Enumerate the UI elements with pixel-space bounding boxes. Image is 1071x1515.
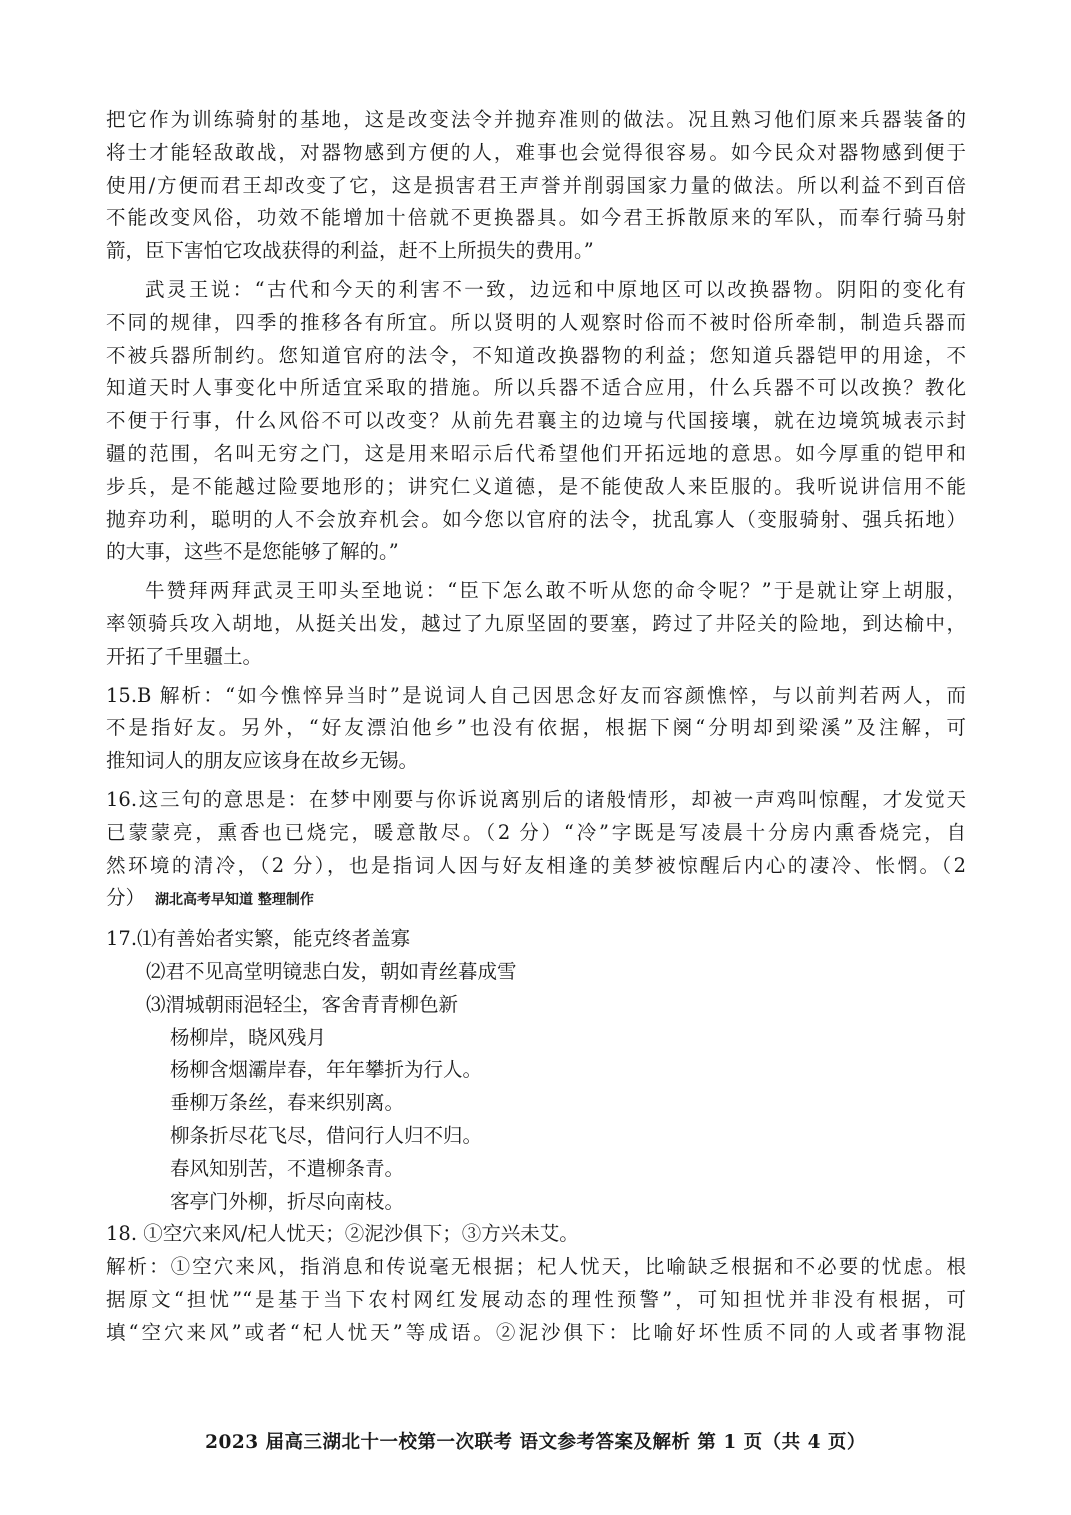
text-line: 18. ①空穴来风/杞人忧天；②泥沙俱下；③方兴未艾。 <box>106 1222 579 1246</box>
text-line: 牛赞拜两拜武灵王叩头至地说：“臣下怎么敢不听从您的命令呢？”于是就让穿上胡服， <box>145 579 966 603</box>
answer-item: 17.⑴有善始者实繁，能克终者盖寡 <box>106 927 411 951</box>
answer-item: 柳条折尽花飞尽，借问行人归不归。 <box>170 1123 483 1147</box>
paragraph-translation-1 <box>106 104 966 268</box>
answer-item: 垂柳万条丝，春来织别离。 <box>170 1091 405 1115</box>
text-line: 填“空穴来风”或者“杞人忧天”等成语。②泥沙俱下：比喻好坏性质不同的人或者事物混 <box>106 1320 966 1344</box>
text-line: 据原文“担忧”“是基于当下农村网红发展动态的理性预警”，可知担忧并非没有根据，可 <box>106 1287 966 1311</box>
text-line: 不同的规律，四季的推移各有所宜。所以贤明的人观察时俗而不被时俗所牵制，制造兵器而 <box>106 310 966 334</box>
answer-item: 客亭门外柳，折尽向南枝。 <box>170 1189 405 1213</box>
text-line: 15.B 解析：“如今憔悴异当时”是说词人自己因思念好友而容颜憔悴，与以前判若两人，而 <box>106 683 966 707</box>
text-line: 不能改变风俗，功效不能增加十倍就不更换器具。如今君王拆散原来的军队，而奉行骑马射 <box>106 206 966 230</box>
question-16-answer <box>106 784 966 917</box>
text-line: 使用/方便而君王却改变了它，这是损害君王声誉并削弱国家力量的做法。所以利益不到百倍 <box>106 173 966 197</box>
answer-item: ⑶渭城朝雨浥轻尘，客舍青青柳色新 <box>146 992 459 1016</box>
answer-item: 春风知别苦，不遣柳条青。 <box>170 1156 405 1180</box>
question-17-answer <box>106 923 966 1218</box>
text-line: 不便于行事，什么风俗不可以改变？从前先君襄主的边境与代国接壤，就在边境筑城表示封 <box>106 409 966 433</box>
text-line: 16.这三句的意思是：在梦中刚要与你诉说离别后的诸般情形，却被一声鸡叫惊醒，才发觉天 <box>106 787 966 811</box>
text-line: 将士才能轻敌敢战，对器物感到方便的人，难事也会觉得很容易。如今民众对器物感到便于 <box>106 140 966 164</box>
page-footer: 2023 届高三湖北十一校第一次联考 语文参考答案及解析 第 1 页（共 4 页） <box>205 1432 866 1453</box>
question-15-answer <box>106 680 966 778</box>
text-line <box>106 882 966 917</box>
question-18-answer <box>106 1218 966 1349</box>
text-line: 率领骑兵攻入胡地，从挺关出发，越过了九原坚固的要塞，跨过了井陉关的险地，到达榆中， <box>106 611 966 635</box>
answer-item: 杨柳岸，晓风残月 <box>170 1025 327 1049</box>
paragraph-translation-2 <box>106 274 966 569</box>
text-line: 然环境的清冷，（2 分），也是指词人因与好友相逢的美梦被惊醒后内心的凄冷、怅惘。（2 <box>106 853 966 877</box>
text-line: 已蒙蒙亮，熏香也已烧完，暖意散尽。（2 分）“冷”字既是写凌晨十分房内熏香烧完，自 <box>106 820 966 844</box>
text-line: 武灵王说：“古代和今天的利害不一致，边远和中原地区可以改换器物。阴阳的变化有 <box>145 277 966 301</box>
text-line: 不被兵器所制约。您知道官府的法令，不知道改换器物的利益；您知道兵器铠甲的用途，不 <box>106 343 966 367</box>
text-fragment: 分） <box>106 886 146 910</box>
paragraph-translation-3 <box>106 575 966 673</box>
answer-item: 杨柳含烟灞岸春，年年攀折为行人。 <box>170 1058 483 1082</box>
answer-item: ⑵君不见高堂明镜悲白发，朝如青丝暮成雪 <box>146 959 517 983</box>
document-body <box>106 104 966 1349</box>
text-line: 推知词人的朋友应该身在故乡无锡。 <box>106 749 419 773</box>
text-line: 解析：①空穴来风，指消息和传说毫无根据；杞人忧天，比喻缺乏根据和不必要的忧虑。根 <box>106 1255 966 1279</box>
text-line: 开拓了千里疆土。 <box>106 644 263 668</box>
text-line: 把它作为训练骑射的基地，这是改变法令并抛弃准则的做法。况且熟习他们原来兵器装备的 <box>106 108 966 131</box>
text-line: 箭，臣下害怕它攻战获得的利益，赶不上所损失的费用。” <box>106 239 594 263</box>
text-line: 步兵，是不能越过险要地形的；讲究仁义道德，是不能使敌人来臣服的。我听说讲信用不能 <box>106 474 966 498</box>
text-line: 疆的范围，名叫无穷之门，这是用来昭示后代希望他们开拓远地的意思。如今厚重的铠甲和 <box>106 441 966 465</box>
watermark-text: 湖北高考早知道 整理制作 <box>155 892 314 909</box>
text-line: 不是指好友。另外，“好友漂泊他乡”也没有依据，根据下阕“分明却到梁溪”及注解，可 <box>106 716 966 740</box>
text-line: 抛弃功利，聪明的人不会放弃机会。如今您以官府的法令，扰乱寡人（变服骑射、强兵拓地） <box>106 507 966 531</box>
text-line: 知道天时人事变化中所适宜采取的措施。所以兵器不适合应用，什么兵器不可以改换？教化 <box>106 376 966 400</box>
text-line: 的大事，这些不是您能够了解的。” <box>106 540 399 564</box>
